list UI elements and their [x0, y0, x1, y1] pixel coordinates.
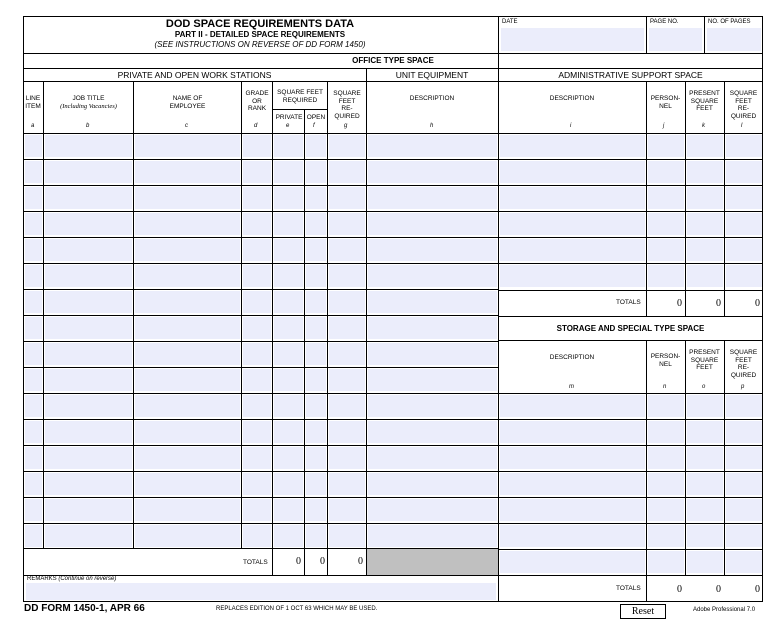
storage-letter-n: n — [663, 384, 667, 390]
office-cell-r1-c6[interactable] — [306, 135, 326, 157]
col-letter-a: a — [31, 123, 35, 129]
office-cell-r7-c2[interactable] — [45, 291, 132, 313]
col-sqft-req-g-header: SQUARE FEET RE- QUIRED — [333, 90, 361, 120]
office-cell-r13-c3[interactable] — [135, 447, 240, 469]
office-cell-r12-c6[interactable] — [306, 421, 326, 443]
col-job-title-header: JOB TITLE (Including Vacancies) — [60, 95, 117, 110]
col-present-sqft-k-header: PRESENT SQUARE FEET — [689, 90, 720, 112]
office-cell-r9-c2[interactable] — [45, 343, 132, 365]
office-cell-r16-c7[interactable] — [329, 525, 365, 547]
office-cell-r3-c7[interactable] — [329, 187, 365, 209]
office-cell-r11-c8[interactable] — [368, 395, 497, 417]
office-cell-r1-c2[interactable] — [45, 135, 132, 157]
office-cell-r8-c3[interactable] — [135, 317, 240, 339]
col-name-header: NAME OF EMPLOYEE — [169, 95, 206, 110]
office-cell-r10-c2[interactable] — [45, 369, 132, 391]
reset-button[interactable]: Reset — [620, 604, 666, 619]
office-cell-r6-c5[interactable] — [274, 265, 303, 287]
office-cell-r6-c1[interactable] — [25, 265, 42, 287]
unit-equipment-header: UNIT EQUIPMENT — [395, 70, 469, 80]
office-cell-r11-c1[interactable] — [25, 395, 42, 417]
office-cell-r9-c7[interactable] — [329, 343, 365, 365]
office-cell-r8-c7[interactable] — [329, 317, 365, 339]
form-subtitle: PART II - DETAILED SPACE REQUIREMENTS — [174, 30, 346, 39]
storage-cell-r4-c4[interactable] — [726, 473, 762, 495]
col-sqft-req-l-header: SQUARE FEET RE- QUIRED — [729, 90, 758, 120]
storage-letter-o: o — [702, 384, 706, 390]
office-type-space-title: OFFICE TYPE SPACE — [352, 56, 434, 65]
storage-cell-r7-c2[interactable] — [648, 551, 684, 573]
admin-totals-label: TOTALS — [616, 299, 641, 306]
office-cell-r3-c5[interactable] — [274, 187, 303, 209]
office-cell-r2-c3[interactable] — [135, 161, 240, 183]
storage-totals-present: 0 — [716, 584, 721, 595]
office-cell-r1-c7[interactable] — [329, 135, 365, 157]
page-no-label: PAGE NO. — [650, 19, 679, 25]
storage-cell-r5-c3[interactable] — [687, 499, 723, 521]
col-letter-l: l — [741, 123, 743, 129]
date-label: DATE — [502, 19, 518, 25]
col-letter-h: h — [430, 123, 434, 129]
admin-cell-r5-c3[interactable] — [687, 239, 723, 261]
storage-cell-r2-c3[interactable] — [687, 421, 723, 443]
office-cell-r16-c1[interactable] — [25, 525, 42, 547]
replaces-note: REPLACES EDITION OF 1 OCT 63 WHICH MAY BE USED. — [216, 606, 378, 612]
date-field[interactable] — [501, 28, 644, 51]
office-cell-r15-c1[interactable] — [25, 499, 42, 521]
storage-cell-r6-c2[interactable] — [648, 525, 684, 547]
storage-cell-r4-c3[interactable] — [687, 473, 723, 495]
storage-cell-r6-c4[interactable] — [726, 525, 762, 547]
office-cell-r13-c2[interactable] — [45, 447, 132, 469]
shaded-cell — [367, 549, 498, 575]
form-title: DOD SPACE REQUIREMENTS DATA — [165, 18, 355, 30]
office-cell-r1-c8[interactable] — [368, 135, 497, 157]
office-cell-r15-c2[interactable] — [45, 499, 132, 521]
office-cell-r5-c5[interactable] — [274, 239, 303, 261]
office-cell-r8-c6[interactable] — [306, 317, 326, 339]
office-cell-r4-c6[interactable] — [306, 213, 326, 235]
storage-cell-r5-c4[interactable] — [726, 499, 762, 521]
software-note: Adobe Professional 7.0 — [693, 607, 756, 613]
office-cell-r16-c5[interactable] — [274, 525, 303, 547]
office-cell-r11-c3[interactable] — [135, 395, 240, 417]
office-cell-r8-c1[interactable] — [25, 317, 42, 339]
office-cell-r2-c8[interactable] — [368, 161, 497, 183]
storage-cell-r6-c1[interactable] — [500, 525, 645, 547]
col-letter-k: k — [702, 123, 705, 129]
storage-cell-r5-c1[interactable] — [500, 499, 645, 521]
admin-cell-r6-c4[interactable] — [726, 265, 762, 287]
col-description-h-header: DESCRIPTION — [409, 95, 455, 102]
remarks-label: REMARKS (Continue on reverse) — [27, 576, 117, 582]
office-cell-r9-c4[interactable] — [243, 343, 271, 365]
storage-present-header: PRESENT SQUARE FEET — [689, 349, 720, 371]
admin-cell-r5-c4[interactable] — [726, 239, 762, 261]
admin-cell-r6-c1[interactable] — [500, 265, 645, 287]
office-cell-r10-c3[interactable] — [135, 369, 240, 391]
office-cell-r6-c2[interactable] — [45, 265, 132, 287]
private-open-header: PRIVATE AND OPEN WORK STATIONS — [117, 70, 272, 80]
office-cell-r9-c6[interactable] — [306, 343, 326, 365]
admin-cell-r1-c1[interactable] — [500, 135, 645, 157]
office-cell-r15-c8[interactable] — [368, 499, 497, 521]
storage-totals-personnel: 0 — [677, 584, 682, 595]
office-cell-r12-c3[interactable] — [135, 421, 240, 443]
office-cell-r10-c8[interactable] — [368, 369, 497, 391]
office-cell-r9-c8[interactable] — [368, 343, 497, 365]
admin-cell-r5-c2[interactable] — [648, 239, 684, 261]
office-cell-r11-c2[interactable] — [45, 395, 132, 417]
col-letter-i: i — [570, 123, 572, 129]
office-cell-r15-c6[interactable] — [306, 499, 326, 521]
admin-cell-r2-c4[interactable] — [726, 161, 762, 183]
office-cell-r13-c6[interactable] — [306, 447, 326, 469]
storage-letter-m: m — [569, 384, 574, 390]
admin-cell-r4-c2[interactable] — [648, 213, 684, 235]
col-letter-f: f — [313, 123, 315, 129]
no-of-pages-label: NO. OF PAGES — [708, 19, 751, 25]
admin-totals-personnel: 0 — [677, 298, 682, 309]
office-cell-r16-c4[interactable] — [243, 525, 271, 547]
admin-cell-r1-c3[interactable] — [687, 135, 723, 157]
office-cell-r5-c7[interactable] — [329, 239, 365, 261]
office-cell-r15-c3[interactable] — [135, 499, 240, 521]
storage-cell-r1-c3[interactable] — [687, 395, 723, 417]
storage-cell-r3-c4[interactable] — [726, 447, 762, 469]
col-letter-b: b — [86, 123, 90, 129]
office-cell-r14-c2[interactable] — [45, 473, 132, 495]
office-cell-r9-c3[interactable] — [135, 343, 240, 365]
office-cell-r3-c1[interactable] — [25, 187, 42, 209]
office-cell-r3-c2[interactable] — [45, 187, 132, 209]
admin-totals-present: 0 — [716, 298, 721, 309]
col-grade-header: GRADE OR RANK — [245, 90, 269, 112]
office-cell-r14-c3[interactable] — [135, 473, 240, 495]
office-cell-r13-c8[interactable] — [368, 447, 497, 469]
office-cell-r10-c7[interactable] — [329, 369, 365, 391]
admin-support-header: ADMINISTRATIVE SUPPORT SPACE — [558, 70, 703, 80]
office-cell-r3-c8[interactable] — [368, 187, 497, 209]
office-cell-r4-c2[interactable] — [45, 213, 132, 235]
col-letter-j: j — [663, 123, 665, 129]
office-cell-r2-c6[interactable] — [306, 161, 326, 183]
col-private-header: PRIVATE — [275, 114, 303, 121]
office-cell-r12-c1[interactable] — [25, 421, 42, 443]
office-cell-r2-c5[interactable] — [274, 161, 303, 183]
office-cell-r12-c4[interactable] — [243, 421, 271, 443]
office-cell-r16-c3[interactable] — [135, 525, 240, 547]
office-cell-r2-c2[interactable] — [45, 161, 132, 183]
admin-cell-r3-c1[interactable] — [500, 187, 645, 209]
office-cell-r12-c7[interactable] — [329, 421, 365, 443]
storage-cell-r1-c2[interactable] — [648, 395, 684, 417]
storage-cell-r4-c2[interactable] — [648, 473, 684, 495]
office-cell-r15-c7[interactable] — [329, 499, 365, 521]
office-cell-r3-c6[interactable] — [306, 187, 326, 209]
office-cell-r5-c1[interactable] — [25, 239, 42, 261]
office-cell-r11-c6[interactable] — [306, 395, 326, 417]
office-cell-r14-c4[interactable] — [243, 473, 271, 495]
remarks-field[interactable] — [26, 583, 496, 600]
office-cell-r5-c8[interactable] — [368, 239, 497, 261]
storage-cell-r1-c1[interactable] — [500, 395, 645, 417]
left-totals-private: 0 — [296, 556, 301, 567]
office-cell-r7-c8[interactable] — [368, 291, 497, 313]
admin-cell-r3-c2[interactable] — [648, 187, 684, 209]
office-cell-r13-c5[interactable] — [274, 447, 303, 469]
office-cell-r10-c4[interactable] — [243, 369, 271, 391]
no-of-pages-field[interactable] — [707, 28, 761, 51]
office-cell-r3-c3[interactable] — [135, 187, 240, 209]
office-cell-r4-c1[interactable] — [25, 213, 42, 235]
storage-cell-r6-c3[interactable] — [687, 525, 723, 547]
office-cell-r10-c1[interactable] — [25, 369, 42, 391]
office-cell-r12-c8[interactable] — [368, 421, 497, 443]
office-cell-r2-c1[interactable] — [25, 161, 42, 183]
admin-totals-required: 0 — [755, 298, 760, 309]
office-cell-r2-c4[interactable] — [243, 161, 271, 183]
storage-title: STORAGE AND SPECIAL TYPE SPACE — [556, 324, 705, 333]
form-id: DD FORM 1450-1, APR 66 — [24, 603, 145, 614]
office-cell-r6-c7[interactable] — [329, 265, 365, 287]
office-cell-r5-c2[interactable] — [45, 239, 132, 261]
office-cell-r10-c6[interactable] — [306, 369, 326, 391]
admin-cell-r6-c2[interactable] — [648, 265, 684, 287]
admin-cell-r5-c1[interactable] — [500, 239, 645, 261]
admin-cell-r2-c1[interactable] — [500, 161, 645, 183]
form-instructions: (SEE INSTRUCTIONS ON REVERSE OF DD FORM 1450) — [154, 40, 366, 49]
office-cell-r8-c8[interactable] — [368, 317, 497, 339]
col-letter-g: g — [344, 123, 348, 129]
office-cell-r14-c1[interactable] — [25, 473, 42, 495]
admin-cell-r1-c2[interactable] — [648, 135, 684, 157]
admin-cell-r3-c4[interactable] — [726, 187, 762, 209]
storage-cell-r7-c4[interactable] — [726, 551, 762, 573]
storage-totals-label: TOTALS — [616, 585, 641, 592]
office-cell-r10-c5[interactable] — [274, 369, 303, 391]
office-cell-r1-c1[interactable] — [25, 135, 42, 157]
office-cell-r5-c4[interactable] — [243, 239, 271, 261]
storage-cell-r3-c2[interactable] — [648, 447, 684, 469]
office-cell-r16-c2[interactable] — [45, 525, 132, 547]
col-description-i-header: DESCRIPTION — [549, 95, 595, 102]
office-cell-r4-c3[interactable] — [135, 213, 240, 235]
storage-cell-r7-c1[interactable] — [500, 551, 645, 573]
office-cell-r6-c8[interactable] — [368, 265, 497, 287]
storage-cell-r3-c1[interactable] — [500, 447, 645, 469]
office-cell-r11-c5[interactable] — [274, 395, 303, 417]
storage-letter-p: p — [741, 384, 745, 390]
office-cell-r15-c4[interactable] — [243, 499, 271, 521]
office-cell-r4-c4[interactable] — [243, 213, 271, 235]
storage-cell-r2-c1[interactable] — [500, 421, 645, 443]
office-cell-r9-c1[interactable] — [25, 343, 42, 365]
office-cell-r13-c7[interactable] — [329, 447, 365, 469]
office-cell-r4-c5[interactable] — [274, 213, 303, 235]
col-sqft-required-header: SQUARE FEET REQUIRED — [277, 89, 323, 104]
office-cell-r6-c3[interactable] — [135, 265, 240, 287]
office-cell-r16-c6[interactable] — [306, 525, 326, 547]
office-cell-r8-c2[interactable] — [45, 317, 132, 339]
col-line-item-header: LINE ITEM — [25, 95, 41, 110]
office-cell-r14-c5[interactable] — [274, 473, 303, 495]
col-letter-d: d — [254, 123, 258, 129]
storage-cell-r4-c1[interactable] — [500, 473, 645, 495]
admin-cell-r6-c3[interactable] — [687, 265, 723, 287]
storage-cell-r1-c4[interactable] — [726, 395, 762, 417]
office-cell-r7-c4[interactable] — [243, 291, 271, 313]
left-totals-required: 0 — [358, 556, 363, 567]
storage-sqft-req-header: SQUARE FEET RE- QUIRED — [729, 349, 758, 379]
office-cell-r1-c5[interactable] — [274, 135, 303, 157]
office-cell-r14-c7[interactable] — [329, 473, 365, 495]
col-letter-c: c — [185, 123, 188, 129]
office-cell-r14-c8[interactable] — [368, 473, 497, 495]
office-cell-r5-c3[interactable] — [135, 239, 240, 261]
admin-cell-r1-c4[interactable] — [726, 135, 762, 157]
admin-cell-r4-c1[interactable] — [500, 213, 645, 235]
office-cell-r7-c3[interactable] — [135, 291, 240, 313]
col-open-header: OPEN — [306, 114, 326, 121]
office-cell-r6-c4[interactable] — [243, 265, 271, 287]
office-cell-r12-c2[interactable] — [45, 421, 132, 443]
storage-totals-required: 0 — [755, 584, 760, 595]
office-cell-r15-c5[interactable] — [274, 499, 303, 521]
storage-cell-r7-c3[interactable] — [687, 551, 723, 573]
office-cell-r11-c7[interactable] — [329, 395, 365, 417]
office-cell-r14-c6[interactable] — [306, 473, 326, 495]
office-cell-r13-c4[interactable] — [243, 447, 271, 469]
storage-cell-r2-c2[interactable] — [648, 421, 684, 443]
storage-description-header: DESCRIPTION — [549, 354, 595, 361]
col-letter-e: e — [286, 123, 290, 129]
office-cell-r7-c6[interactable] — [306, 291, 326, 313]
office-cell-r5-c6[interactable] — [306, 239, 326, 261]
office-cell-r2-c7[interactable] — [329, 161, 365, 183]
page-no-field[interactable] — [649, 28, 702, 51]
office-cell-r4-c8[interactable] — [368, 213, 497, 235]
office-cell-r6-c6[interactable] — [306, 265, 326, 287]
admin-cell-r4-c3[interactable] — [687, 213, 723, 235]
admin-cell-r2-c3[interactable] — [687, 161, 723, 183]
storage-personnel-header: PERSON- NEL — [650, 353, 681, 368]
office-cell-r13-c1[interactable] — [25, 447, 42, 469]
admin-cell-r3-c3[interactable] — [687, 187, 723, 209]
office-cell-r1-c3[interactable] — [135, 135, 240, 157]
office-cell-r12-c5[interactable] — [274, 421, 303, 443]
office-cell-r8-c5[interactable] — [274, 317, 303, 339]
admin-cell-r4-c4[interactable] — [726, 213, 762, 235]
office-cell-r8-c4[interactable] — [243, 317, 271, 339]
office-cell-r16-c8[interactable] — [368, 525, 497, 547]
left-totals-label: TOTALS — [243, 559, 268, 566]
left-totals-open: 0 — [320, 556, 325, 567]
office-cell-r4-c7[interactable] — [329, 213, 365, 235]
col-personnel-j-header: PERSON- NEL — [650, 95, 681, 110]
storage-cell-r5-c2[interactable] — [648, 499, 684, 521]
office-cell-r7-c1[interactable] — [25, 291, 42, 313]
storage-cell-r2-c4[interactable] — [726, 421, 762, 443]
office-cell-r11-c4[interactable] — [243, 395, 271, 417]
office-cell-r7-c7[interactable] — [329, 291, 365, 313]
office-cell-r1-c4[interactable] — [243, 135, 271, 157]
office-cell-r3-c4[interactable] — [243, 187, 271, 209]
admin-cell-r2-c2[interactable] — [648, 161, 684, 183]
office-cell-r9-c5[interactable] — [274, 343, 303, 365]
office-cell-r7-c5[interactable] — [274, 291, 303, 313]
storage-cell-r3-c3[interactable] — [687, 447, 723, 469]
